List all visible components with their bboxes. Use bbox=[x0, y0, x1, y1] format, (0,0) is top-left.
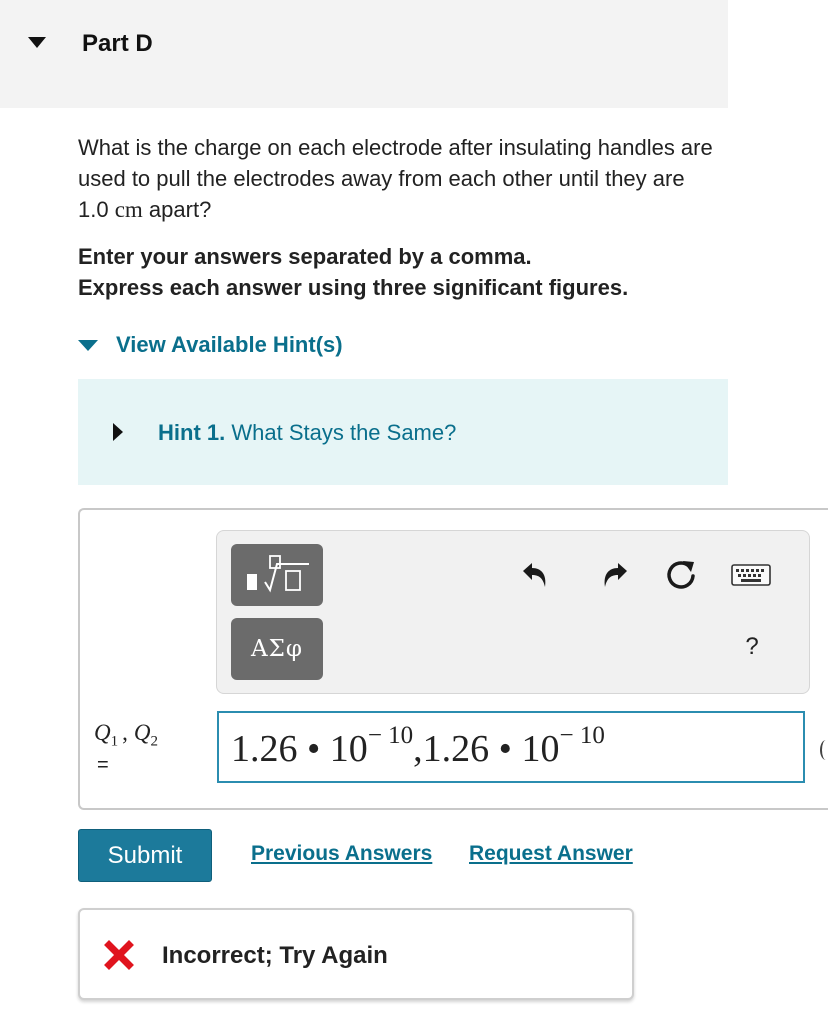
reset-button[interactable] bbox=[663, 557, 699, 593]
variable-separator: , bbox=[122, 720, 128, 745]
templates-root-icon bbox=[237, 552, 317, 598]
redo-icon bbox=[597, 559, 631, 593]
hint-panel bbox=[78, 379, 728, 485]
question-text bbox=[78, 132, 718, 225]
greek-symbols-button[interactable]: ΑΣφ bbox=[231, 618, 323, 680]
keyboard-button[interactable] bbox=[729, 559, 773, 591]
instruction-line-2: Express each answer using three significant figures. bbox=[78, 275, 629, 300]
question-text-start: What is the charge on each electrode after insulating handles are used to pull the electrodes away from each other until they are 1.0 bbox=[78, 135, 713, 222]
offscreen-control-edge bbox=[820, 740, 828, 760]
variable-q1-subscript: 1 bbox=[110, 733, 119, 750]
answer-1-mantissa: 1.26 • 10 bbox=[231, 728, 368, 770]
x-mark-icon bbox=[104, 940, 134, 970]
collapse-caret-icon[interactable] bbox=[28, 37, 46, 48]
answer-value bbox=[231, 722, 605, 771]
redo-button[interactable] bbox=[597, 559, 631, 593]
templates-button[interactable] bbox=[231, 544, 323, 606]
caret-down-icon bbox=[78, 340, 98, 351]
hint-1-toggle[interactable] bbox=[158, 420, 456, 446]
submit-button[interactable]: Submit bbox=[78, 829, 212, 882]
answer-2-mantissa: 1.26 • 10 bbox=[422, 728, 560, 770]
answer-1-exponent: − 10 bbox=[367, 722, 414, 749]
request-answer-link[interactable]: Request Answer bbox=[469, 842, 633, 865]
answer-separator: , bbox=[413, 728, 423, 770]
question-unit: cm bbox=[114, 197, 143, 222]
feedback-box bbox=[78, 908, 634, 1000]
help-button[interactable]: ? bbox=[745, 633, 759, 660]
variable-q2: Q bbox=[133, 720, 151, 745]
caret-right-icon[interactable] bbox=[113, 423, 123, 441]
instructions bbox=[78, 241, 738, 303]
part-title: Part D bbox=[82, 30, 153, 57]
hint-1-number: Hint 1. bbox=[158, 420, 226, 445]
variable-q1: Q bbox=[94, 720, 111, 745]
undo-icon bbox=[519, 559, 553, 593]
feedback-text: Incorrect; Try Again bbox=[162, 942, 388, 969]
equals-sign: = bbox=[97, 754, 109, 776]
math-toolbar bbox=[216, 530, 810, 694]
answer-2-exponent: − 10 bbox=[559, 722, 605, 749]
undo-button[interactable] bbox=[519, 559, 553, 593]
answer-input[interactable] bbox=[217, 711, 805, 783]
instruction-line-1: Enter your answers separated by a comma. bbox=[78, 244, 532, 269]
variable-q2-subscript: 2 bbox=[150, 733, 158, 750]
keyboard-icon bbox=[729, 559, 773, 591]
question-text-end: apart? bbox=[142, 197, 212, 222]
previous-answers-link[interactable]: Previous Answers bbox=[251, 842, 433, 865]
answer-variable-label bbox=[94, 720, 214, 751]
reset-icon bbox=[663, 557, 699, 593]
hint-1-title: What Stays the Same? bbox=[231, 420, 457, 445]
view-hints-label: View Available Hint(s) bbox=[116, 332, 343, 357]
